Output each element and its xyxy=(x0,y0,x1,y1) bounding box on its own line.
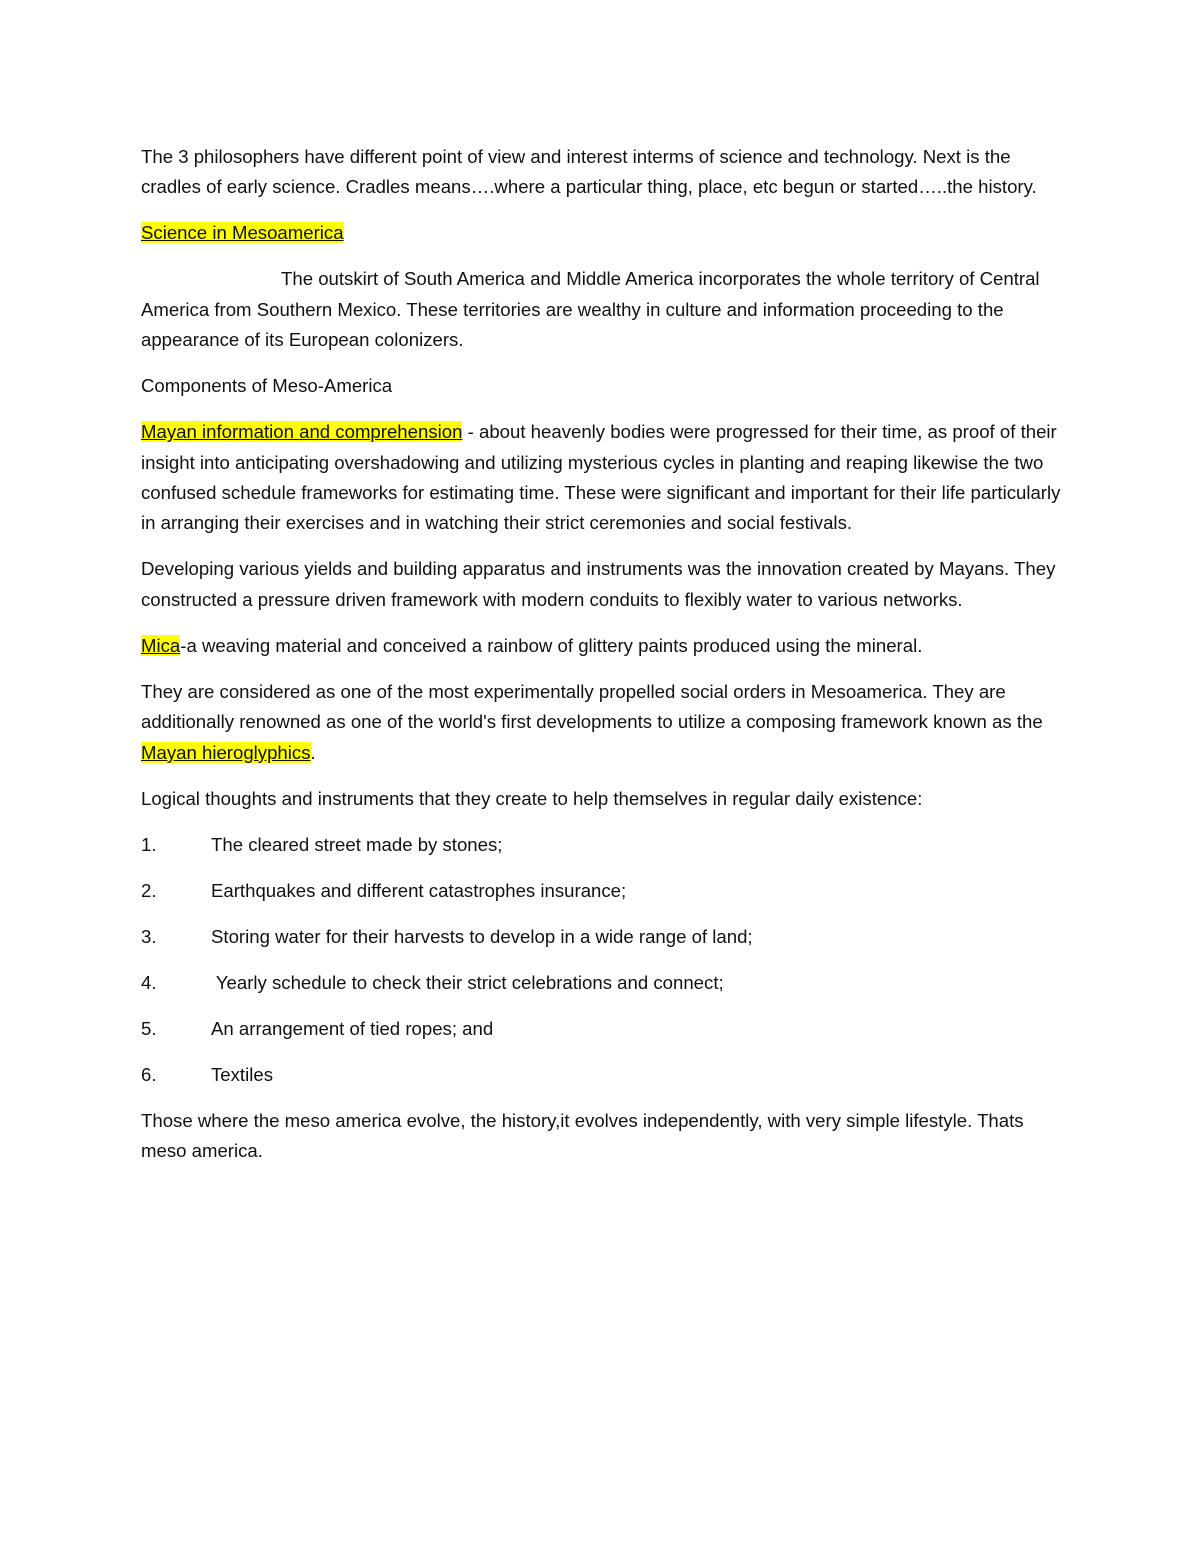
considered-text: They are considered as one of the most experimentally propelled social orders in Mesoamerica. They are additionally renowned as one of the world's first developments to utilize a composing framework known as the xyxy=(141,680,1043,733)
list-number: 5. xyxy=(141,1017,157,1039)
list-item xyxy=(141,922,1066,952)
hieroglyphics-highlight: Mayan hieroglyphics xyxy=(141,741,311,763)
mayan-term-highlight: Mayan information and comprehension xyxy=(141,421,463,443)
list-item xyxy=(141,1060,1066,1090)
list-item xyxy=(141,968,1066,998)
mayan-paragraph xyxy=(141,417,1066,539)
list-text: The cleared street made by stones; xyxy=(211,833,503,855)
list-number: 4. xyxy=(141,971,157,993)
list-number: 3. xyxy=(141,925,157,947)
numbered-list xyxy=(141,830,1066,1090)
list-text: Yearly schedule to check their strict celebrations and connect; xyxy=(211,971,724,993)
list-text: An arrangement of tied ropes; and xyxy=(211,1017,494,1039)
list-number: 6. xyxy=(141,1063,157,1085)
mica-text: -a weaving material and conceived a rainbow of glittery paints produced using the mineral. xyxy=(180,634,923,656)
document-body xyxy=(141,142,1066,1182)
list-text: Earthquakes and different catastrophes insurance; xyxy=(211,879,627,901)
list-number: 2. xyxy=(141,879,157,901)
list-item xyxy=(141,1014,1066,1044)
logical-paragraph: Logical thoughts and instruments that they create to help themselves in regular daily existence: xyxy=(141,787,923,809)
conclusion-paragraph: Those where the meso america evolve, the history,it evolves independently, with very simple lifestyle. Thats meso america. xyxy=(141,1109,1024,1162)
list-number: 1. xyxy=(141,833,157,855)
description-text: The outskirt of South America and Middle America incorporates the whole territory of Central America from Southern Mexico. These territories are wealthy in culture and information proceeding to the appearance of its European colonizers. xyxy=(141,268,1040,351)
description-paragraph xyxy=(141,264,1066,355)
list-text: Textiles xyxy=(211,1063,273,1085)
section-heading xyxy=(141,218,1066,248)
intro-paragraph: The 3 philosophers have different point of view and interest interms of science and technology. Next is the cradles of early science. Cradles means….where a particular thing, place, etc begun or started…..the history. xyxy=(141,146,1037,198)
mayan-text: - about heavenly bodies were progressed for their time, as proof of their insight into anticipating overshadowing and utilizing mysterious cycles in planting and reaping likewise the two confused schedule frameworks for estimating time. These were significant and important for their life particularly in arranging their exercises and in watching their strict ceremonies and social festivals. xyxy=(141,421,1061,534)
list-item xyxy=(141,876,1066,906)
components-title: Components of Meso-America xyxy=(141,375,393,397)
considered-paragraph xyxy=(141,677,1066,768)
list-text: Storing water for their harvests to develop in a wide range of land; xyxy=(211,925,753,947)
heading-highlight: Science in Mesoamerica xyxy=(141,222,344,244)
mica-paragraph xyxy=(141,631,1066,661)
mica-term-highlight: Mica xyxy=(141,634,181,656)
developing-paragraph: Developing various yields and building apparatus and instruments was the innovation created by Mayans. They constructed a pressure driven framework with modern conduits to flexibly water to various networks. xyxy=(141,558,1056,610)
considered-end: . xyxy=(310,741,316,763)
list-item xyxy=(141,830,1066,860)
